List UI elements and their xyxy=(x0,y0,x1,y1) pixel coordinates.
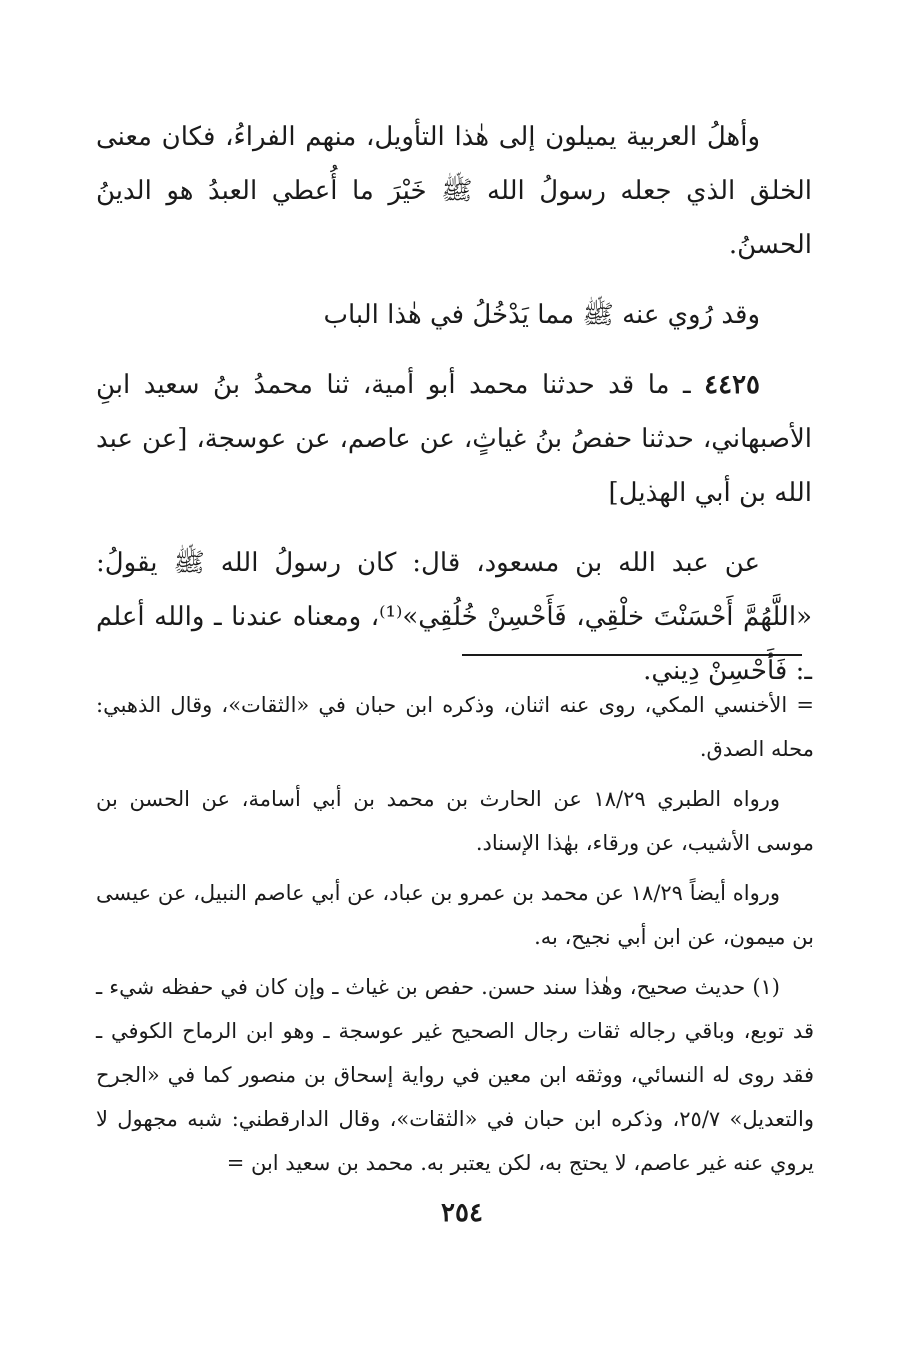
footnote-continuation: = الأخنسي المكي، روى عنه اثنان، وذكره ابن حبان في «الثقات»، وقال الذهبي: محله الصدق. xyxy=(96,693,814,761)
footnote-separator xyxy=(462,654,802,656)
footnote-paragraph: ورواه الطبري ١٨/٢٩ عن الحارث بن محمد بن أبي أسامة، عن الحسن بن موسى الأشيب، عن ورقاء، بهٰذا الإسناد. xyxy=(96,787,814,855)
page-number: ٢٥٤ xyxy=(441,1198,483,1228)
paragraph-hadith-chain xyxy=(96,358,812,520)
main-text xyxy=(96,110,812,714)
hadith-chain-text: ـ ما قد حدثنا محمد أبو أمية، ثنا محمدُ بنُ سعيد ابنِ الأصبهاني، حدثنا حفصُ بنُ غياثٍ، عن عاصم، عن عوسجة، [عن عبد الله بن أبي الهذيل] xyxy=(96,370,812,508)
footnotes xyxy=(96,683,814,1191)
footnote-1: (١) حديث صحيح، وهٰذا سند حسن. حفص بن غياث ـ وإن كان في حفظه شيء ـ قد توبع، وباقي رجاله ثقات رجال الصحيح غير عوسجة ـ وهو ابن الرماح الكوفي ـ فقد روى له النسائي، ووثقه ابن معين في رواية إسحاق بن منصور كما في «الجرح والتعديل» ٢٥/٧، وذكره ابن حبان في «الثقات»، وقال الدارقطني: شبه مجهول لا يروي عنه غير عاصم، لا يحتج به، لكن يعتبر به. محمد بن سعيد ابن = xyxy=(96,975,814,1175)
paragraph-interpretation: وأهلُ العربية يميلون إلى هٰذا التأويل، منهم الفراءُ، فكان معنى الخلق الذي جعله رسولُ الله ﷺ خَيْرَ ما أُعطي العبدُ هو الدينُ الحسنُ. xyxy=(96,122,812,260)
paragraph-hadith-text: عن عبد الله بن مسعود، قال: كان رسولُ الله ﷺ يقولُ: «اللَّهُمَّ أَحْسَنْتَ خلْقِي، فَأَحْسِنْ خُلُقِي»⁽¹⁾، ومعناه عندنا ـ والله أعلم ـ: فَأَحْسِنْ دِيني. xyxy=(96,548,812,686)
paragraph-chapter-intro: وقد رُوي عنه ﷺ مما يَدْخُلُ في هٰذا الباب xyxy=(323,300,760,330)
footnote-paragraph: ورواه أيضاً ١٨/٢٩ عن محمد بن عمرو بن عباد، عن أبي عاصم النبيل، عن عيسى بن ميمون، عن ابن أبي نجيح، به. xyxy=(96,881,814,949)
hadith-number: ٤٤٢٥ xyxy=(704,370,760,400)
